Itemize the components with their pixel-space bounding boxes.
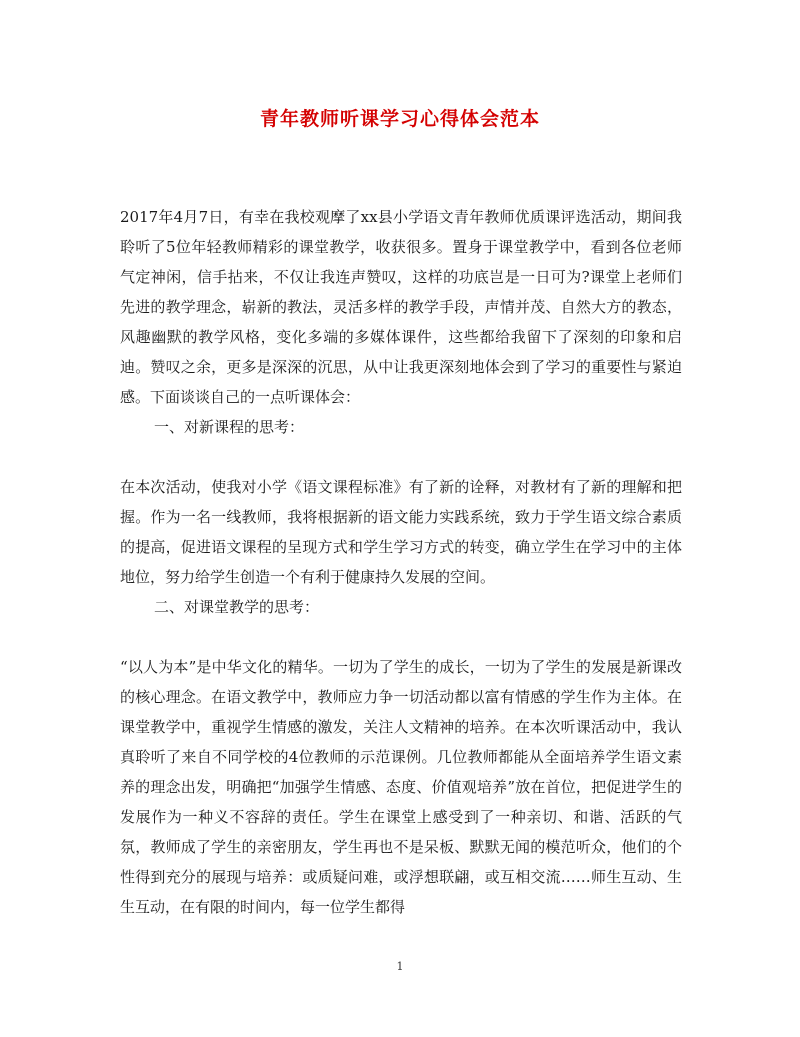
paragraph-new-curriculum: 在本次活动，使我对小学《语文课程标准》有了新的诠释，对教材有了新的理解和把握。作为一名一线教师，我将根据新的语文能力实践系统，致力于学生语文综合素质的提高，促进语文课程的呈现方式和学生学习方式的转变，确立学生在学习中的主体地位，努力给学生创造一个有利于健康持久发展的空间。 — [120, 478, 682, 586]
paragraph-classroom-teaching: “以人为本”是中华文化的精华。一切为了学生的成长，一切为了学生的发展是新课改的核心理念。在语文教学中，教师应力争一切活动都以富有情感的学生作为主体。在课堂教学中，重视学生情感的激发，关注人文精神的培养。在本次听课活动中，我认真聆听了来自不同学校的4位教师的示范课例。几位教师都能从全面培养学生语文素养的理念出发，明确把“加强学生情感、态度、价值观培养”放在首位，把促进学生的发展作为一种义不容辞的责任。学生在课堂上感受到了一种亲切、和谐、活跃的气氛，教师成了学生的亲密朋友，学生再也不是呆板、默默无闻的模范听众，他们的个性得到充分的展现与培养：或质疑问难，或浮想联翩，或互相交流……师生互动、生生互动，在有限的时间内，每一位学生都得 — [120, 658, 682, 916]
document-body — [120, 202, 682, 922]
paragraph-spacer — [120, 622, 682, 652]
document-title: 青年教师听课学习心得体会范本 — [259, 108, 540, 130]
page-number: 1 — [396, 960, 404, 973]
section-heading-new-curriculum: 一、对新课程的思考： — [154, 418, 305, 436]
section-heading-classroom-teaching: 二、对课堂教学的思考： — [154, 598, 320, 616]
paragraph-intro: 2017年4月7日，有幸在我校观摩了xx县小学语文青年教师优质课评选活动，期间我聆听了5位年轻教师精彩的课堂教学，收获很多。置身于课堂教学中，看到各位老师气定神闲，信手拈来，不仅让我连声赞叹，这样的功底岂是一日可为?课堂上老师们先进的教学理念，崭新的教法，灵活多样的教学手段，声情并茂、自然大方的教态，风趣幽默的教学风格，变化多端的多媒体课件，这些都给我留下了深刻的印象和启迪。赞叹之余，更多是深深的沉思，从中让我更深刻地体会到了学习的重要性与紧迫感。下面谈谈自己的一点听课体会： — [120, 208, 682, 406]
paragraph-spacer — [120, 442, 682, 472]
